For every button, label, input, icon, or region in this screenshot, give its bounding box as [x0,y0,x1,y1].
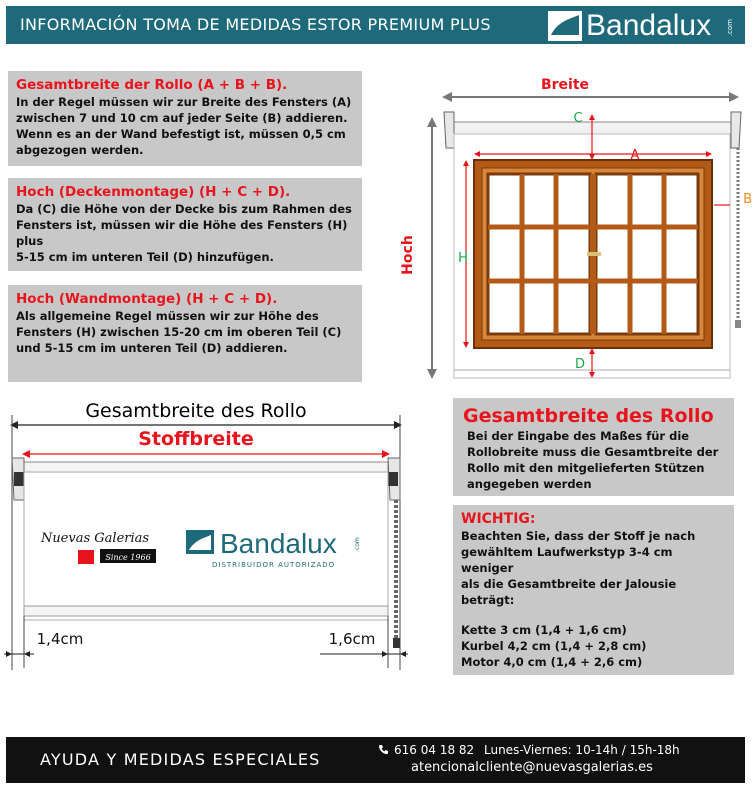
hoch-label: Hoch [400,235,416,275]
roller-end-cap-right [388,472,398,486]
footer-hours: Lunes-Viernes: 10-14h / 15h-18h [484,743,680,757]
info-line: Bei der Eingabe des Maßes für die [467,429,690,443]
info-line: gewähltem Laufwerkstyp 3-4 cm weniger [461,545,673,575]
bandalux-wordmark: Bandalux [220,528,337,559]
window-sash-left [488,174,590,334]
info-box-title: Hoch (Wandmontage) (H + C + D). [16,291,278,307]
info-line: Fensters ist, müssen wir die Höhe des Fensters (H) plus [16,218,348,248]
info-line: 5-15 cm im unteren Teil (D) hinzufügen. [16,250,274,264]
left-measure-label: 1,4cm [36,630,84,648]
bandalux-distributor: DISTRIBUIDOR AUTORIZADO [212,561,336,569]
stoffbreite-label: Stoffbreite [138,428,254,450]
dim-b-label: B [743,192,752,207]
info-line: als die Gesamtbreite der Jalousie beträgt: [461,577,677,607]
bandalux-logo-icon [548,11,582,41]
hoch-arrow-top [427,117,437,127]
roller-chain-weight [393,638,400,648]
info-line: In der Regel müssen wir zur Breite des Fensters (A) [16,95,352,109]
bandalux-logo [546,11,740,41]
header-title: INFORMACIÓN TOMA DE MEDIDAS ESTOR PREMIUM PLUS [20,15,491,34]
drive-item-kurbel: Kurbel 4,2 cm (1,4 + 2,8 cm) [461,639,647,653]
info-line: und 5-15 cm im unteren Teil (D) addieren. [16,341,288,355]
footer-phone[interactable]: 616 04 18 82 [394,743,475,757]
info-box-ceiling-mount [8,178,362,271]
info-line: angegeben werden [467,477,592,491]
nuevas-galerias-logo: Nuevas Galerias [40,531,150,546]
info-line: Fensters (H) zwischen 15-20 cm im oberen Teil (C) [16,325,342,339]
drive-item-kette: Kette 3 cm (1,4 + 1,6 cm) [461,623,627,637]
dim-d-label: D [574,357,586,372]
header-logo-suffix: .com [726,19,734,37]
bracket-right [731,112,741,148]
info-line: zwischen 7 und 10 cm auf jeder Seite (B) addieren. [16,111,348,125]
breite-label: Breite [540,77,590,93]
hoch-arrow-bottom [427,369,437,379]
info-line: Wenn es an der Wand befestigt ist, müssen 0,5 cm [16,127,346,141]
info-box-wichtig [453,505,734,675]
info-line: Da (C) die Höhe von der Decke bis zum Rahmen des [16,202,352,216]
window-diagram [380,70,755,390]
bandalux-suffix: .com [354,537,361,552]
footer-email[interactable]: atencionalcliente@nuevasgalerias.es [411,760,653,775]
info-line: Rollo mit den mitgelieferten Stützen [467,461,705,475]
window-sash-right [596,174,698,334]
right-measure-label: 1,6cm [328,630,376,648]
roller-diagram [0,410,420,680]
roller-head-rail [24,462,388,472]
info-line: Beachten Sie, dass der Stoff je nach [461,529,696,543]
info-box-title: Gesamtbreite der Rollo (A + B + B). [16,77,288,93]
info-line: abgezogen werden. [16,143,144,157]
footer-help-text: AYUDA Y MEDIDAS ESPECIALES [40,750,321,769]
footer-bar [6,737,745,783]
header-logo-text: Bandalux [586,9,712,42]
bracket-left [444,112,454,148]
header-bar [6,6,745,44]
dim-h-label: H [458,251,468,266]
drive-item-motor: Motor 4,0 cm (1,4 + 2,6 cm) [461,655,643,669]
wichtig-title: WICHTIG: [461,511,536,527]
dim-c-label: C [573,111,583,126]
info-box-title: Hoch (Deckenmontage) (H + C + D). [16,184,291,200]
window-handle [587,252,601,256]
gesamtbreite-title: Gesamtbreite des Rollo [463,405,714,427]
dim-a-label: A [630,148,640,163]
info-box-wall-mount [8,285,362,382]
roller-diagram-title: Gesamtbreite des Rollo [85,400,307,422]
ng-monogram [78,550,94,564]
info-box-width [8,71,362,166]
chain-weight [735,320,741,328]
roller-bottom-bar [24,606,388,616]
breite-arrow-right [729,92,739,102]
phone-icon [378,744,389,755]
info-line: Rollobreite muss die Gesamtbreite der [467,445,719,459]
roller-end-cap-left [14,472,24,486]
breite-arrow-left [442,92,452,102]
info-line: Als allgemeine Regel müssen wir zur Höhe des [16,309,319,323]
info-box-gesamtbreite [453,398,734,496]
ng-since-text: Since 1966 [105,553,151,562]
